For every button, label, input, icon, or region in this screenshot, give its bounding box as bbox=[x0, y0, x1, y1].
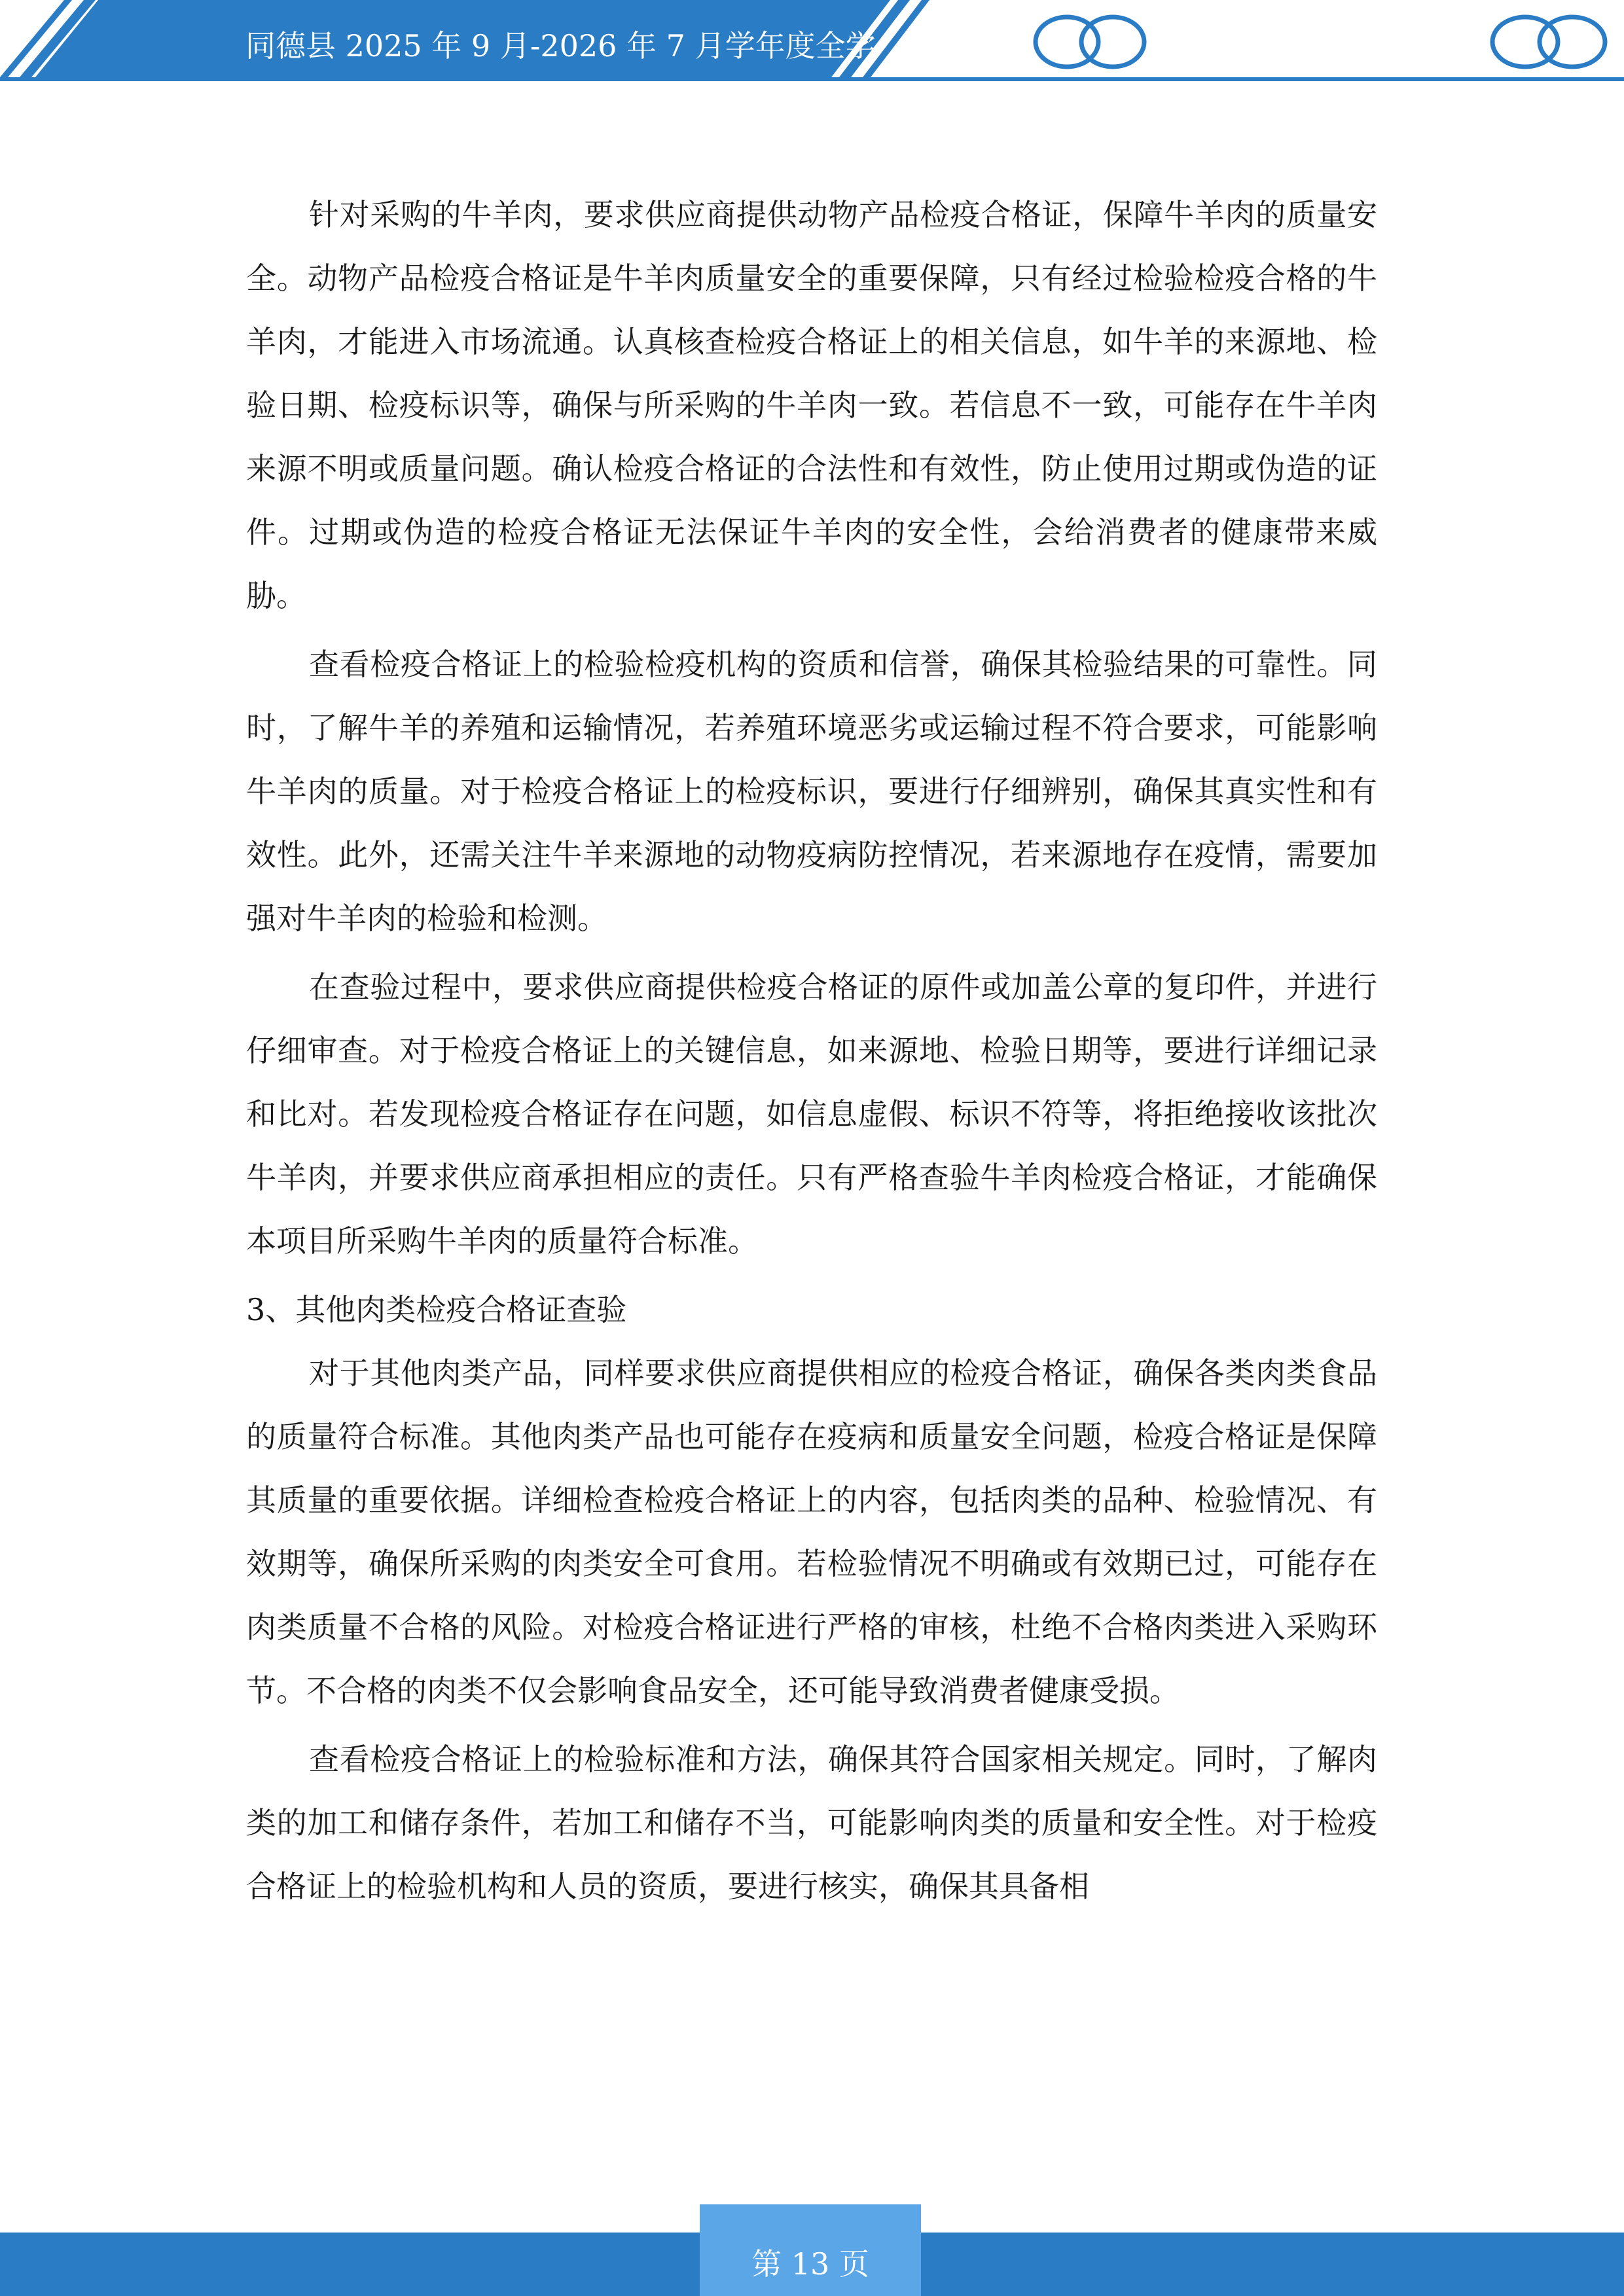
paragraph: 查看检疫合格证上的检验标准和方法，确保其符合国家相关规定。同时，了解肉类的加工和储存条件，若加工和储存不当，可能影响肉类的质量和安全性。对于检疫合格证上的检验机构和人员的资质，要进行核实，确保其具备相 bbox=[246, 1742, 1377, 1904]
paragraph: 查看检疫合格证上的检验检疫机构的资质和信誉，确保其检验结果的可靠性。同时，了解牛羊的养殖和运输情况，若养殖环境恶劣或运输过程不符合要求，可能影响牛羊肉的质量。对于检疫合格证上的检疫标识，要进行仔细辨别，确保其真实性和有效性。此外，还需关注牛羊来源地的动物疫病防控情况，若来源地存在疫情，需要加强对牛羊肉的检验和检测。 bbox=[246, 647, 1377, 936]
rings-logo-icon bbox=[1036, 17, 1144, 67]
paragraph: 对于其他肉类产品，同样要求供应商提供相应的检疫合格证，确保各类肉类食品的质量符合标准。其他肉类产品也可能存在疫病和质量安全问题，检疫合格证是保障其质量的重要依据。详细检查检疫合格证上的内容，包括肉类的品种、检验情况、有效期等，确保所采购的肉类安全可食用。若检验情况不明确或有效期已过，可能存在肉类质量不合格的风险。对检疫合格证进行严格的审核，杜绝不合格肉类进入采购环节。不合格的肉类不仅会影响食品安全，还可能导致消费者健康受损。 bbox=[246, 1355, 1377, 1708]
document-body bbox=[246, 183, 1377, 1924]
page-header bbox=[0, 0, 1624, 85]
section-heading: 3、其他肉类检疫合格证查验 bbox=[246, 1292, 627, 1327]
paragraph: 在查验过程中，要求供应商提供检疫合格证的原件或加盖公章的复印件，并进行仔细审查。对于检疫合格证上的关键信息，如来源地、检验日期等，要进行详细记录和比对。若发现检疫合格证存在问题，如信息虚假、标识不符等，将拒绝接收该批次牛羊肉，并要求供应商承担相应的责任。只有严格查验牛羊肉检疫合格证，才能确保本项目所采购牛羊肉的质量符合标准。 bbox=[246, 969, 1377, 1259]
page-number: 第 13 页 bbox=[751, 2246, 869, 2282]
rings-logo-icon-right bbox=[1492, 17, 1605, 67]
header-title: 同德县 2025 年 9 月-2026 年 7 月学年度全学 bbox=[245, 28, 876, 63]
paragraph: 针对采购的牛羊肉，要求供应商提供动物产品检疫合格证，保障牛羊肉的质量安全。动物产品检疫合格证是牛羊肉质量安全的重要保障，只有经过检验检疫合格的牛羊肉，才能进入市场流通。认真核查检疫合格证上的相关信息，如牛羊的来源地、检验日期、检疫标识等，确保与所采购的牛羊肉一致。若信息不一致，可能存在牛羊肉来源不明或质量问题。确认检疫合格证的合法性和有效性，防止使用过期或伪造的证件。过期或伪造的检疫合格证无法保证牛羊肉的安全性，会给消费者的健康带来威胁。 bbox=[246, 197, 1377, 613]
